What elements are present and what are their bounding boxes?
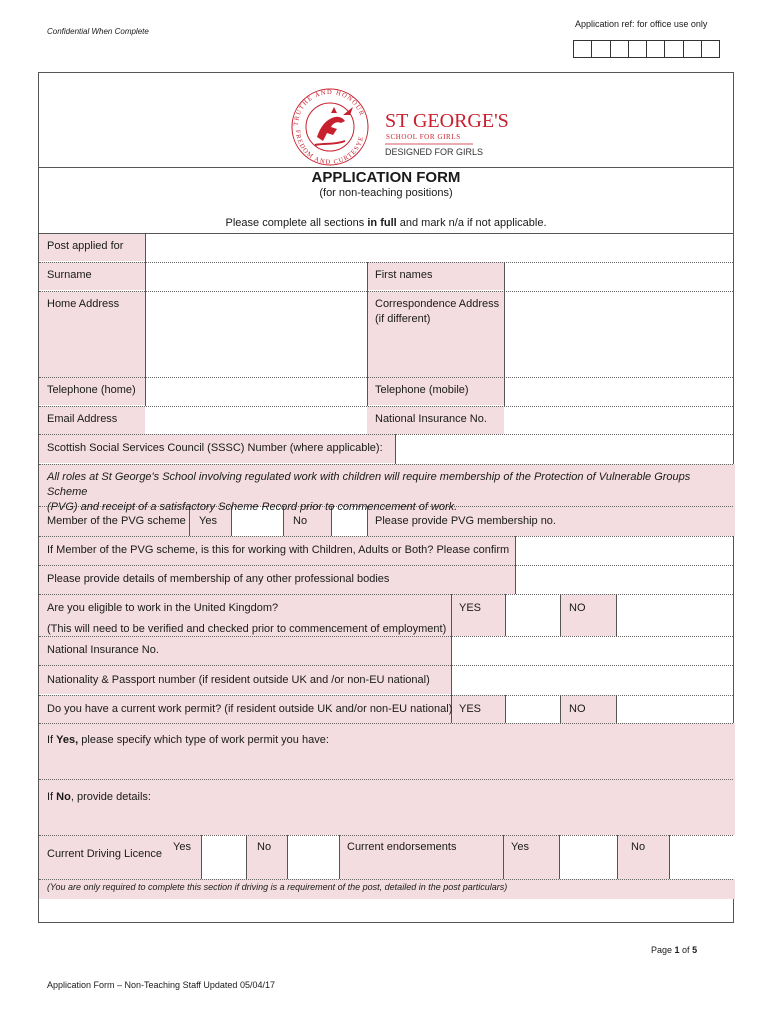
- eligible-yes-box[interactable]: [506, 595, 559, 635]
- first-names-field[interactable]: [505, 263, 734, 290]
- pvg-number-label: Please provide PVG membership no.: [375, 515, 556, 527]
- ref-box: [592, 41, 610, 57]
- ref-box: [684, 41, 702, 57]
- pvg-member-label: Member of the PVG scheme: [47, 515, 186, 527]
- work-permit-no-label: NO: [569, 703, 586, 715]
- endorsement-yes-box[interactable]: [560, 836, 617, 878]
- tel-home-field[interactable]: [146, 378, 366, 405]
- page-number: Page 1 of 5: [651, 945, 698, 955]
- ni2-label: National Insurance No.: [47, 644, 159, 656]
- endorsement-yes-label: Yes: [511, 841, 529, 853]
- pvg-no-box[interactable]: [332, 507, 366, 535]
- ref-box: [574, 41, 592, 57]
- if-yes-field[interactable]: [47, 749, 727, 777]
- home-address-label: Home Address: [47, 298, 120, 310]
- logo-tagline: DESIGNED FOR GIRLS: [385, 147, 484, 157]
- verify-note: (This will need to be verified and checked prior to commencement of employment): [47, 623, 447, 635]
- logo-school-name: ST GEORGE'S: [385, 110, 509, 132]
- logo-ring-top: TRUTHE AND HONOUR: [292, 88, 366, 127]
- work-permit-no-box[interactable]: [617, 696, 734, 722]
- tel-mobile-field[interactable]: [505, 378, 734, 405]
- licence-yes-box[interactable]: [202, 836, 246, 878]
- ni-label: National Insurance No.: [375, 413, 487, 425]
- eligible-no-label: NO: [569, 602, 586, 614]
- email-field[interactable]: [146, 407, 366, 433]
- pvg-yes-label: Yes: [199, 515, 217, 527]
- sssc-label: Scottish Social Services Council (SSSC) Number (where applicable):: [47, 442, 383, 454]
- corr-address-field[interactable]: [505, 292, 734, 376]
- if-yes-label: If Yes, please specify which type of work permit you have:: [47, 734, 329, 746]
- tel-home-label: Telephone (home): [47, 384, 136, 396]
- home-address-field[interactable]: [146, 292, 366, 376]
- svg-text:FREDOM AND CURTESYE: [294, 130, 366, 166]
- surname-field[interactable]: [146, 263, 366, 290]
- eligible-yes-label: YES: [459, 602, 482, 614]
- work-permit-yes-label: YES: [459, 703, 482, 715]
- pvg-notice: All roles at St George's School involving regulated work with children will require membership of the Protection of Vulnerable Groups Scheme (PVG) and receipt of a satisfactory Scheme Record prior to commencement of work.: [47, 471, 691, 513]
- pvg-type-label: If Member of the PVG scheme, is this for working with Children, Adults or Both? Please confirm: [47, 544, 510, 556]
- prof-bodies-label: Please provide details of membership of any other professional bodies: [47, 573, 390, 585]
- pvg-no-label: No: [293, 515, 308, 527]
- ref-box: [665, 41, 683, 57]
- ref-box: [611, 41, 629, 57]
- post-applied-field[interactable]: [146, 234, 734, 261]
- form-instruction: Please complete all sections in full and mark n/a if not applicable.: [225, 217, 547, 229]
- office-ref-boxes: [573, 40, 720, 58]
- work-permit-yes-box[interactable]: [506, 696, 559, 722]
- logo-ring-bottom: FREDOM AND CURTESYE: [293, 129, 366, 167]
- corr-address-label: Correspondence Address: [375, 298, 500, 310]
- endorsements-label: Current endorsements: [347, 841, 457, 853]
- licence-no-box[interactable]: [288, 836, 339, 878]
- prof-bodies-field[interactable]: [516, 566, 734, 593]
- nationality-field[interactable]: [452, 666, 734, 694]
- endorsement-no-box[interactable]: [670, 836, 734, 878]
- licence-yes-label: Yes: [173, 841, 191, 853]
- if-no-label: If No, provide details:: [47, 791, 151, 803]
- ref-box: [702, 41, 719, 57]
- driving-note: (You are only required to complete this section if driving is a requirement of the post, detailed in the post particulars): [47, 882, 508, 892]
- school-logo: [287, 85, 547, 167]
- email-label: Email Address: [47, 413, 118, 425]
- post-applied-label: Post applied for: [47, 240, 124, 252]
- pvg-yes-box[interactable]: [232, 507, 282, 535]
- ni2-field[interactable]: [452, 637, 734, 664]
- form-subtitle: (for non-teaching positions): [319, 187, 453, 199]
- surname-label: Surname: [47, 269, 92, 281]
- sssc-field[interactable]: [396, 435, 734, 463]
- endorsement-no-label: No: [631, 841, 646, 853]
- ref-box: [647, 41, 665, 57]
- form-frame: [38, 72, 734, 923]
- work-permit-label: Do you have a current work permit? (if resident outside UK and/or non-EU national): [47, 703, 453, 715]
- footer-updated: Application Form – Non-Teaching Staff Updated 05/04/17: [47, 980, 275, 990]
- eligible-label: Are you eligible to work in the United Kingdom?: [47, 602, 279, 614]
- logo-school-sub: SCHOOL FOR GIRLS: [386, 133, 461, 141]
- licence-no-label: No: [257, 841, 272, 853]
- confidential-note: Confidential When Complete: [47, 27, 149, 36]
- corr-address-note: (if different): [375, 313, 431, 325]
- driving-licence-label: Current Driving Licence: [47, 848, 162, 860]
- ref-box: [629, 41, 647, 57]
- form-title: APPLICATION FORM: [311, 169, 461, 186]
- nationality-label: Nationality & Passport number (if resident outside UK and /or non-EU national): [47, 674, 430, 686]
- first-names-label: First names: [375, 269, 433, 281]
- tel-mobile-label: Telephone (mobile): [375, 384, 469, 396]
- ni-field[interactable]: [505, 407, 734, 433]
- office-ref-label: Application ref: for office use only: [575, 19, 708, 29]
- if-no-field[interactable]: [47, 806, 727, 833]
- pvg-type-field[interactable]: [516, 537, 734, 564]
- crest-icon: [287, 85, 547, 167]
- eligible-no-box[interactable]: [617, 595, 734, 635]
